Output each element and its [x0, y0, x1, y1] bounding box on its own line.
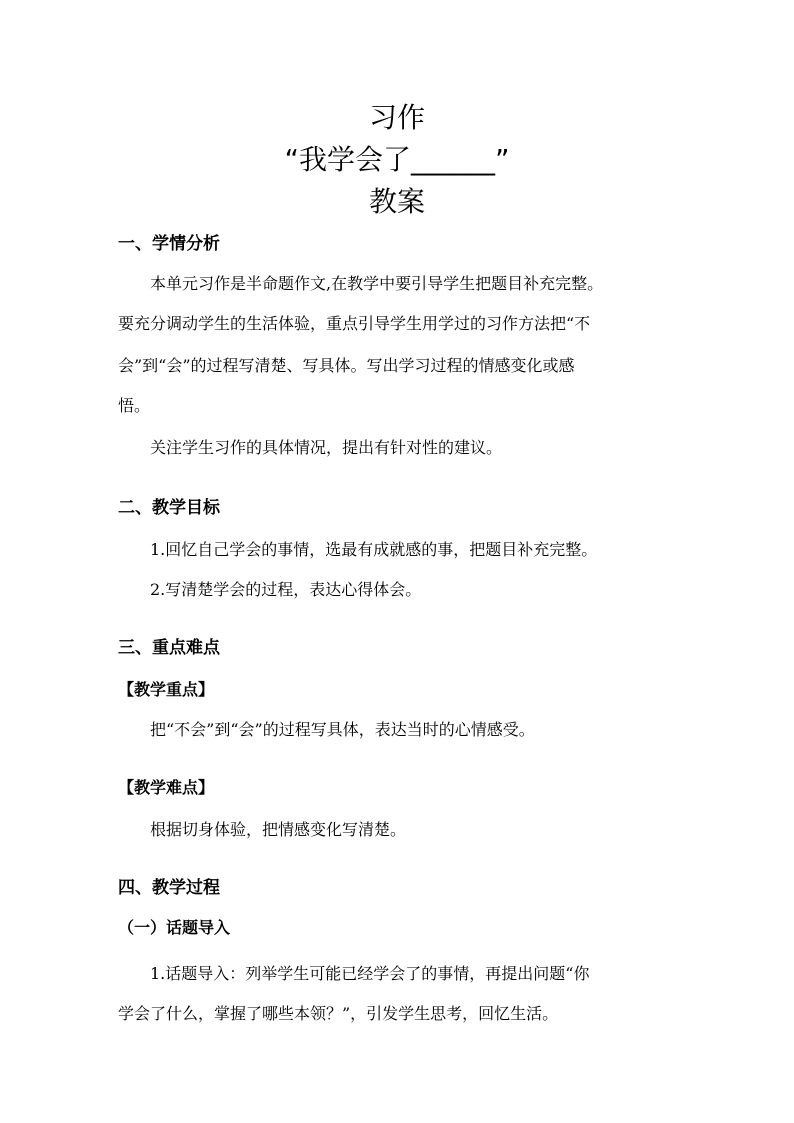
- sub-heading-difficulty: 【教学难点】: [118, 778, 215, 797]
- paragraph-line: 会”到“会”的过程写清楚、写具体。写出学习过程的情感变化或感: [118, 356, 575, 375]
- list-item: 1.回忆自己学会的事情，选最有成就感的事，把题目补充完整。: [150, 540, 598, 559]
- list-item: 2.写清楚学会的过程，表达心得体会。: [150, 580, 422, 599]
- section-heading-teaching-goals: 二、教学目标: [118, 498, 220, 518]
- doc-title-line-3: 教案: [368, 185, 425, 218]
- list-item: 1.话题导入：列举学生可能已经学会了的事情，再提出问题“你: [150, 964, 590, 983]
- paragraph-line: 把“不会”到“会”的过程写具体，表达当时的心情感受。: [150, 720, 535, 739]
- paragraph-line: 学会了什么，掌握了哪些本领？”，引发学生思考，回忆生活。: [118, 1004, 559, 1023]
- paragraph-line: 根据切身体验，把情感变化写清楚。: [150, 820, 407, 839]
- paragraph-line: 关注学生习作的具体情况，提出有针对性的建议。: [150, 438, 503, 457]
- section-heading-learning-analysis: 一、学情分析: [118, 234, 220, 254]
- paragraph-line: 悟。: [118, 396, 151, 415]
- sub-heading-key-point: 【教学重点】: [118, 680, 215, 699]
- section-heading-key-points: 三、重点难点: [118, 638, 220, 658]
- paragraph-line: 要充分调动学生的生活体验，重点引导学生用学过的习作方法把“不: [118, 314, 591, 333]
- paragraph-line: 本单元习作是半命题作文,在教学中要引导学生把题目补充完整。: [150, 274, 604, 293]
- doc-title-line-2: “我学会了______”: [284, 143, 510, 176]
- sub-heading-topic-intro: （一）话题导入: [118, 918, 231, 937]
- section-heading-teaching-process: 四、教学过程: [118, 878, 220, 898]
- doc-title-line-1: 习作: [368, 101, 425, 134]
